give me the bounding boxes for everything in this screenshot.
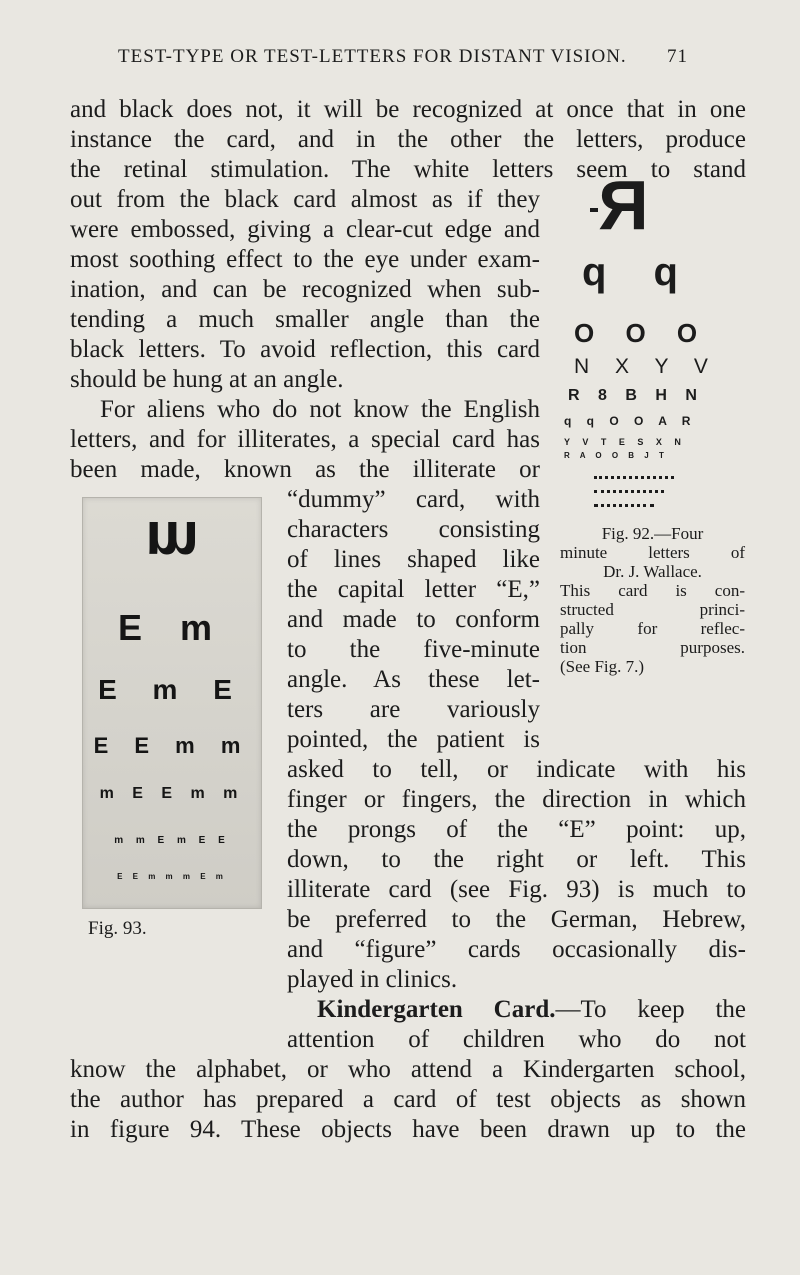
body-line: the author has prepared a card of test objects as shown [70,1086,746,1113]
body-line: black letters. To avoid reflection, this card [70,336,540,363]
caption-line: (See Fig. 7.) [560,657,645,676]
body-line: instance the card, and in the other the letters, produce [70,126,746,153]
body-line: tending a much smaller angle than the [70,306,540,333]
body-line: attention of children who do not [287,1026,746,1053]
body-line: characters consisting [287,516,540,543]
figure-92-chart [560,166,760,530]
chart-row: R [598,166,649,244]
figure-93-caption: Fig. 93. [88,918,147,939]
kindergarten-line [317,995,746,1025]
chart-dot [590,208,598,212]
body-line: of lines shaped like [287,546,540,573]
card-row: E E m m [93,733,251,758]
card-row: E m E [98,674,246,705]
figure-92-caption [560,524,745,676]
body-line: been made, known as the illiterate or [70,456,540,483]
body-line: and black does not, it will be recognized at once that in one [70,96,746,123]
caption-line: minute letters of [560,543,745,562]
body-line: illiterate card (see Fig. 93) is much to [287,876,746,903]
card-row: m m E m E E [114,835,230,846]
figure-93-card [82,497,262,909]
card-row: E m [117,607,227,648]
chart-row: Y V T E S X N [564,437,686,447]
card-row: m [145,509,199,576]
body-line: be preferred to the German, Hebrew, [287,906,746,933]
body-line: the retinal stimulation. The white letters seem to stand [70,156,746,183]
header-title: TEST-TYPE OR TEST-LETTERS FOR DISTANT VISION. [118,46,627,67]
body-line: asked to tell, or indicate with his [287,756,746,783]
chart-dot-row [594,490,664,496]
chart-dot-row [594,504,654,510]
chart-row: R 8 B H N [568,387,704,404]
body-line: angle. As these let- [287,666,540,693]
body-line: out from the black card almost as if they [70,186,540,213]
chart-row: q q O O A R [564,414,697,428]
body-line: were embossed, giving a clear-cut edge and [70,216,540,243]
body-line: pointed, the patient is [287,726,540,753]
caption-line: pally for reflec- [560,619,745,638]
caption-line: This card is con- [560,581,745,600]
chart-row: R A O O B J T [564,451,668,460]
body-line: the capital letter “E,” [287,576,540,603]
caption-line: Dr. J. Wallace. [603,562,702,581]
body-line: For aliens who do not know the English [100,396,540,423]
body-line: to the five-minute [287,636,540,663]
chart-row: q q [582,250,696,294]
card-row: E E m m m E m [117,872,227,881]
body-line: “dummy” card, with [287,486,540,513]
section-heading: Kindergarten Card. [317,996,556,1023]
body-line: finger or fingers, the direction in which [287,786,746,813]
body-line: played in clinics. [287,966,458,993]
body-line: letters, and for illiterates, a special card has [70,426,540,453]
body-line: the prongs of the “E” point: up, [287,816,746,843]
caption-line: tion purposes. [560,638,745,657]
body-line: ination, and can be recognized when sub- [70,276,540,303]
body-line: down, to the right or left. This [287,846,746,873]
body-line: in figure 94. These objects have been drawn up to the [70,1116,746,1143]
body-line: and made to conform [287,606,540,633]
card-row: m E E m m [99,785,245,802]
body-line: should be hung at an angle. [70,366,344,393]
chart-row: O O O [574,318,710,348]
chart-row: N X Y V [574,355,718,378]
caption-line: Fig. 92.—Four [601,524,704,543]
heading-continuation: —To keep the [555,996,746,1023]
page-number: 71 [667,46,688,67]
caption-line: structed princi- [560,600,745,619]
body-line: know the alphabet, or who attend a Kindergarten school, [70,1056,746,1083]
chart-dot-row [594,476,674,482]
body-line: ters are variously [287,696,540,723]
body-line: and “figure” cards occasionally dis- [287,936,746,963]
body-line: most soothing effect to the eye under exam- [70,246,540,273]
